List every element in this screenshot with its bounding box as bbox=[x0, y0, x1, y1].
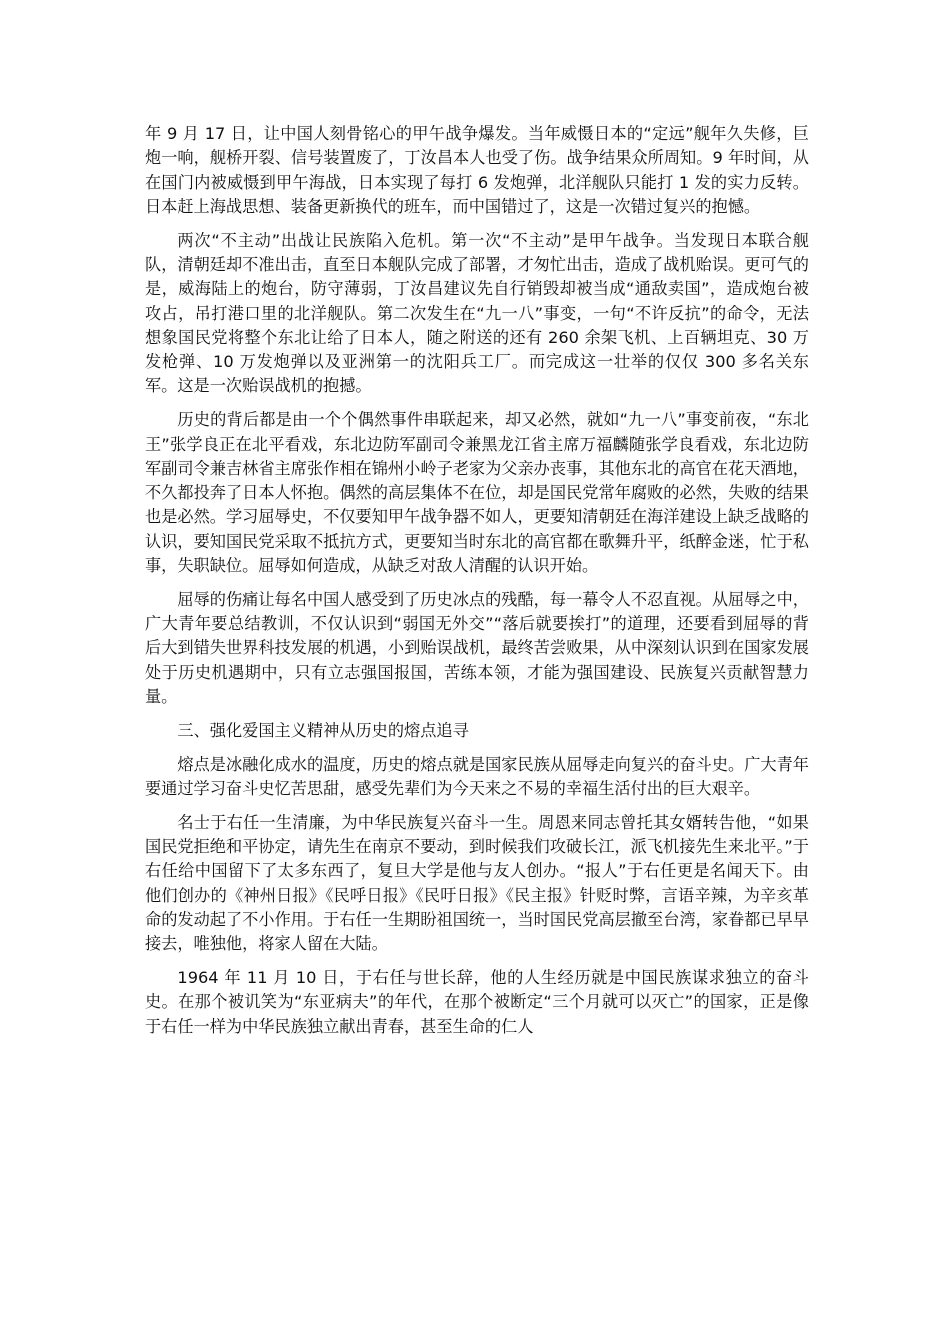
paragraph-2: 两次“不主动”出战让民族陷入危机。第一次“不主动”是甲午战争。当发现日本联合舰队，清朝廷却不准出击，直至日本舰队完成了部署，才匆忙出击，造成了战机贻误。更可气的是，威海陆上的炮台，防守薄弱，丁汝昌建议先自行销毁却被当成“通敌卖国”，造成炮台被攻占，吊打港口里的北洋舰队。第二次发生在“九一八”事变，一句“不许反抗”的命令，无法想象国民党将整个东北让给了日本人，随之附送的还有 260 余架飞机、上百辆坦克、30 万发枪弹、10 万发炮弹以及亚洲第一的沈阳兵工厂。而完成这一壮举的仅仅 300 多名关东军。这是一次贻误战机的抱撼。 bbox=[145, 230, 809, 396]
paragraph-7: 1964 年 11 月 10 日，于右任与世长辞，他的人生经历就是中国民族谋求独立的奋斗史。在那个被讥笑为“东亚病夫”的年代，在那个被断定“三个月就可以灭亡”的国家，正是像于右任一样为中华民族独立献出青春，甚至生命的仁人 bbox=[145, 968, 809, 1036]
paragraph-5: 熔点是冰融化成水的温度，历史的熔点就是国家民族从屈辱走向复兴的奋斗史。广大青年要通过学习奋斗史忆苦思甜，感受先辈们为今天来之不易的幸福生活付出的巨大艰辛。 bbox=[145, 754, 809, 798]
section-heading: 三、强化爱国主义精神从历史的熔点追寻 bbox=[177, 720, 469, 740]
document-body bbox=[145, 122, 809, 1048]
paragraph-1: 年 9 月 17 日，让中国人刻骨铭心的甲午战争爆发。当年威慑日本的“定远”舰年久失修，巨炮一响，舰桥开裂、信号装置废了，丁汝昌本人也受了伤。战争结果众所周知。9 年时间，从在国门内被威慑到甲午海战，日本实现了每打 6 发炮弹，北洋舰队只能打 1 发的实力反转。日本赶上海战思想、装备更新换代的班车，而中国错过了，这是一次错过复兴的抱憾。 bbox=[145, 124, 809, 216]
paragraph-6: 名士于右任一生清廉，为中华民族复兴奋斗一生。周恩来同志曾托其女婿转告他，“如果国民党拒绝和平协定，请先生在南京不要动，到时候我们攻破长江，派飞机接先生来北平。”于右任给中国留下了太多东西了，复旦大学是他与友人创办。“报人”于右任更是名闻天下。由他们创办的《神州日报》《民呼日报》《民吁日报》《民主报》针贬时弊，言语辛辣，为辛亥革命的发动起了不小作用。于右任一生期盼祖国统一，当时国民党高层撤至台湾，家眷都已早早接去，唯独他，将家人留在大陆。 bbox=[145, 812, 809, 954]
paragraph-4: 屈辱的伤痛让每名中国人感受到了历史冰点的残酷，每一幕令人不忍直视。从屈辱之中，广大青年要总结教训，不仅认识到“弱国无外交”“落后就要挨打”的道理，还要看到屈辱的背后大到错失世界科技发展的机遇，小到贻误战机，最终苦尝败果，从中深刻认识到在国家发展处于历史机遇期中，只有立志强国报国，苦练本领，才能为强国建设、民族复兴贡献智慧力量。 bbox=[145, 589, 809, 707]
paragraph-3: 历史的背后都是由一个个偶然事件串联起来，却又必然，就如“九一八”事变前夜，“东北王”张学良正在北平看戏，东北边防军副司令兼黑龙江省主席万福麟随张学良看戏，东北边防军副司令兼吉林省主席张作相在锦州小岭子老家为父亲办丧事，其他东北的高官在花天酒地，不久都投奔了日本人怀抱。偶然的高层集体不在位，却是国民党常年腐败的必然，失败的结果也是必然。学习屈辱史，不仅要知甲午战争器不如人，更要知清朝廷在海洋建设上缺乏战略的认识，要知国民党采取不抵抗方式，更要知当时东北的高官都在歌舞升平，纸醉金迷，忙于私事，失职缺位。屈辱如何造成，从缺乏对敌人清醒的认识开始。 bbox=[145, 410, 809, 576]
